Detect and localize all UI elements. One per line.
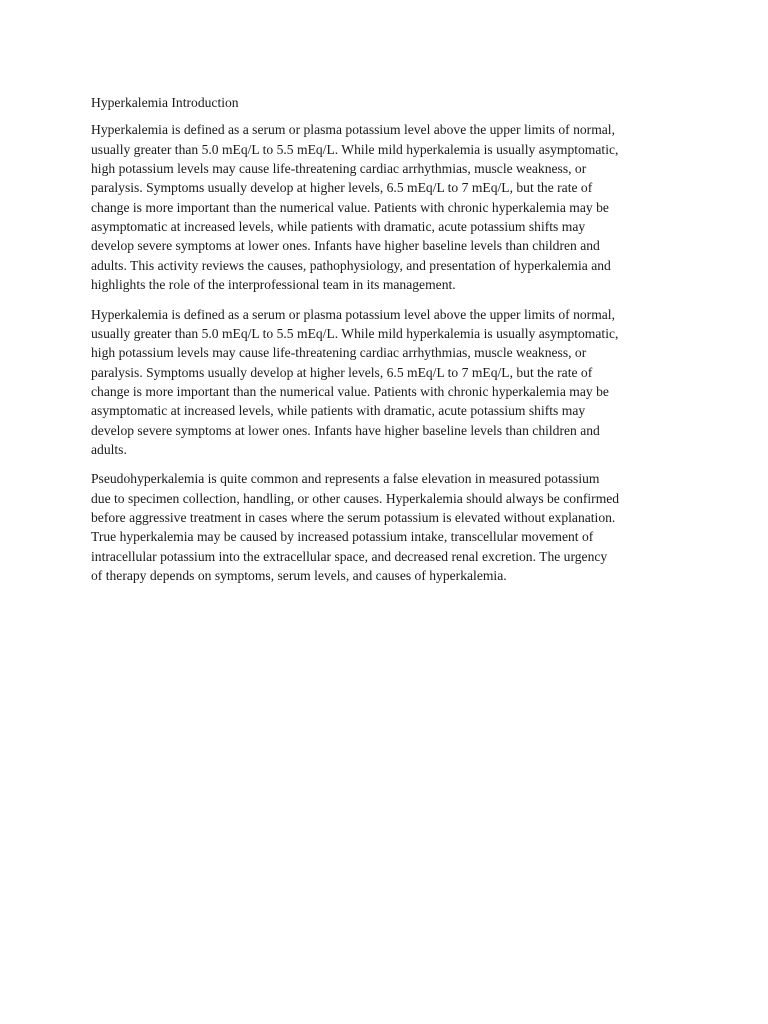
text-line: Hyperkalemia is defined as a serum or plasma potassium level above the upper limits of normal, bbox=[91, 122, 615, 138]
paragraph-3 bbox=[91, 469, 691, 585]
text-line: True hyperkalemia may be caused by increased potassium intake, transcellular movement of bbox=[91, 529, 594, 545]
text-line: adults. bbox=[91, 441, 127, 457]
text-line: develop severe symptoms at lower ones. Infants have higher baseline levels than children and bbox=[91, 422, 600, 438]
text-line: paralysis. Symptoms usually develop at higher levels, 6.5 mEq/L to 7 mEq/L, but the rate of bbox=[91, 364, 593, 380]
paragraph-1 bbox=[91, 120, 691, 294]
text-line: adults. This activity reviews the causes, pathophysiology, and presentation of hyperkalemia and bbox=[91, 257, 611, 273]
text-line: before aggressive treatment in cases where the serum potassium is elevated without explanation. bbox=[91, 509, 616, 525]
text-line: paralysis. Symptoms usually develop at higher levels, 6.5 mEq/L to 7 mEq/L, but the rate of bbox=[91, 180, 593, 196]
text-line: high potassium levels may cause life-threatening cardiac arrhythmias, muscle weakness, or bbox=[91, 345, 587, 361]
text-line: change is more important than the numerical value. Patients with chronic hyperkalemia may be bbox=[91, 383, 609, 399]
text-line: Hyperkalemia is defined as a serum or plasma potassium level above the upper limits of normal, bbox=[91, 306, 615, 322]
text-line: asymptomatic at increased levels, while patients with dramatic, acute potassium shifts may bbox=[91, 219, 586, 235]
text-line: highlights the role of the interprofessional team in its management. bbox=[91, 277, 456, 293]
document-title: Hyperkalemia Introduction bbox=[91, 95, 239, 110]
text-line: change is more important than the numerical value. Patients with chronic hyperkalemia may be bbox=[91, 199, 609, 215]
text-line: Pseudohyperkalemia is quite common and represents a false elevation in measured potassium bbox=[91, 471, 600, 487]
text-line: usually greater than 5.0 mEq/L to 5.5 mEq/L. While mild hyperkalemia is usually asymptomatic, bbox=[91, 141, 619, 157]
text-line: due to specimen collection, handling, or other causes. Hyperkalemia should always be confirmed bbox=[91, 490, 620, 506]
text-line: asymptomatic at increased levels, while patients with dramatic, acute potassium shifts may bbox=[91, 403, 586, 419]
paragraph-2 bbox=[91, 305, 691, 460]
text-line: usually greater than 5.0 mEq/L to 5.5 mEq/L. While mild hyperkalemia is usually asymptomatic, bbox=[91, 325, 619, 341]
text-line: high potassium levels may cause life-threatening cardiac arrhythmias, muscle weakness, or bbox=[91, 161, 587, 177]
text-line: develop severe symptoms at lower ones. Infants have higher baseline levels than children and bbox=[91, 238, 600, 254]
text-line: intracellular potassium into the extracellular space, and decreased renal excretion. The urgency bbox=[91, 548, 608, 564]
text-line: of therapy depends on symptoms, serum levels, and causes of hyperkalemia. bbox=[91, 567, 507, 583]
document-page bbox=[91, 93, 691, 595]
